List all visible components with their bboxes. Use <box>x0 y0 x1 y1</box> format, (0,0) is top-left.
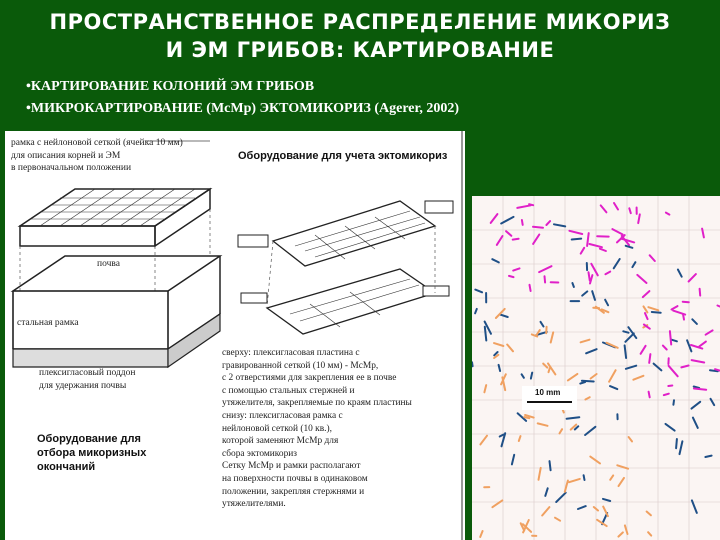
mycorrhiza-fragment <box>580 382 585 384</box>
mycorrhiza-fragment <box>545 276 546 282</box>
mycorrhiza-fragment <box>568 374 578 381</box>
description-line: Сетку McMp и рамки располагают <box>222 461 361 472</box>
mycorrhiza-fragment <box>506 231 511 236</box>
mycorrhiza-fragment <box>549 368 550 372</box>
mycorrhiza-fragment <box>590 457 600 464</box>
mycorrhiza-fragment <box>692 402 701 409</box>
equipment-ecto-heading: Оборудование для учета эктомикориз <box>238 150 448 162</box>
mycorrhiza-fragment <box>480 436 487 445</box>
mycorrhiza-fragment <box>556 493 566 502</box>
mycorrhiza-fragment <box>652 312 661 313</box>
mycorrhiza-fragment <box>496 309 505 318</box>
slide-title <box>0 8 720 64</box>
mycorrhiza-fragment <box>629 208 631 213</box>
mycorrhiza-fragment <box>673 311 685 315</box>
mycorrhiza-fragment <box>584 475 585 480</box>
mycorrhiza-fragment <box>530 285 531 291</box>
mycorrhiza-fragment <box>545 488 547 496</box>
mycorrhiza-fragment <box>680 441 683 454</box>
mycorrhiza-fragment <box>605 272 610 275</box>
mycorrhiza-fragment <box>546 221 550 225</box>
mycorrhiza-fragment <box>513 268 519 270</box>
mycorrhiza-fragment <box>581 248 585 254</box>
mycorrhiza-fragment <box>492 500 502 507</box>
description-line: сбора эктомикориз <box>222 448 297 459</box>
mycorrhiza-fragment <box>692 319 697 324</box>
mycorrhiza-fragment <box>582 381 594 382</box>
mycorrhiza-fragment <box>654 364 662 371</box>
heading-line: Оборудование для <box>37 433 141 445</box>
mycorrhiza-fragment <box>551 332 554 342</box>
mycorrhiza-fragment <box>664 394 669 395</box>
caption-line: для удержания почвы <box>39 380 127 391</box>
plexi-under-label <box>39 367 135 392</box>
mycorrhiza-fragment <box>541 322 544 327</box>
description-line: снизу: плексигласовая рамка с <box>222 410 343 421</box>
mycorrhiza-fragment <box>689 274 696 281</box>
mycorrhiza-fragment <box>663 346 667 350</box>
mycorrhiza-fragment <box>529 204 533 205</box>
mycorrhiza-fragment <box>519 436 521 441</box>
heading-line: отбора микоризных <box>37 447 147 459</box>
description-line: с помощью стальных стержней и <box>222 385 355 396</box>
mycorrhiza-fragment <box>668 386 672 387</box>
title-line-1: ПРОСТРАНСТВЕННОЕ РАСПРЕДЕЛЕНИЕ МИКОРИЗ <box>49 10 671 34</box>
mycorrhiza-fragment <box>539 468 541 480</box>
description-line: положении, закрепляя стержнями и <box>222 486 365 497</box>
mycorrhiza-fragment <box>700 289 701 296</box>
mycorrhiza-fragment <box>491 214 498 223</box>
mycorrhiza-fragment <box>480 531 482 537</box>
mycorrhiza-fragment <box>569 231 582 234</box>
ectomycorrhiza-map <box>472 196 720 540</box>
equipment-mycorrhizal-heading <box>37 432 146 474</box>
mycorrhiza-fragment <box>594 507 598 511</box>
mycorrhiza-fragment <box>666 424 675 431</box>
mycorrhiza-fragment <box>605 300 608 306</box>
mycorrhiza-fragment <box>590 275 592 283</box>
mycorrhiza-fragment <box>542 507 549 515</box>
map-drawing <box>472 196 720 540</box>
mycorrhiza-fragment <box>591 264 598 276</box>
mycorrhiza-fragment <box>575 426 579 429</box>
mycorrhiza-fragment <box>586 349 597 353</box>
steel-frame-label: стальная рамка <box>17 318 79 328</box>
description-line: на поверхности почвы в одинаковом <box>222 473 368 484</box>
mycorrhiza-fragment <box>585 397 589 399</box>
frame-caption <box>11 137 183 175</box>
mycorrhiza-fragment <box>649 354 650 363</box>
mycorrhiza-fragment <box>629 437 632 441</box>
mycorrhiza-fragment <box>497 236 503 245</box>
mycorrhiza-fragment <box>641 346 646 354</box>
mycorrhiza-fragment <box>592 291 595 300</box>
mycorrhiza-fragment <box>666 213 670 215</box>
mycorrhiza-fragment <box>619 478 625 486</box>
description-line: утяжелителя, закрепляемые по краям пластины <box>222 398 412 409</box>
mycorrhiza-fragment <box>618 532 623 536</box>
mycorrhiza-fragment <box>512 455 514 465</box>
mycorrhiza-fragment <box>706 330 713 334</box>
mycorrhiza-fragment <box>578 506 586 509</box>
mycorrhiza-fragment <box>555 518 560 521</box>
mycorrhiza-fragment <box>600 249 606 251</box>
mycorrhiza-fragment <box>637 275 646 283</box>
mycorrhiza-fragment <box>507 345 513 352</box>
mycorrhiza-fragment <box>539 266 551 272</box>
description-line: утяжелителями. <box>222 499 286 510</box>
mycorrhiza-fragment <box>554 224 565 226</box>
heading-line: окончаний <box>37 461 96 473</box>
mycorrhiza-fragment <box>648 307 658 310</box>
scale-label: 10 mm <box>535 388 561 397</box>
mycorrhiza-fragment <box>694 389 706 390</box>
mycorrhiza-fragment <box>650 255 655 261</box>
mycorrhiza-fragment <box>638 214 640 223</box>
mycorrhiza-fragment <box>669 366 678 377</box>
mycorrhiza-fragment <box>693 418 698 428</box>
mycorrhiza-fragment <box>614 259 620 268</box>
mycorrhiza-fragment <box>569 479 580 482</box>
mycorrhiza-fragment <box>572 239 582 240</box>
mycorrhiza-fragment <box>567 417 580 419</box>
mycorrhiza-fragment <box>492 259 499 262</box>
mycorrhiza-fragment <box>670 331 671 344</box>
mycorrhiza-fragment <box>633 376 643 380</box>
description-line: гравированной сеткой (10 мм) - McMp, <box>222 360 379 371</box>
mycorrhiza-fragment <box>601 205 607 212</box>
mycorrhiza-fragment <box>676 439 677 448</box>
mycorrhiza-fragment <box>625 333 633 341</box>
description-line: сверху: плексигласовая пластина с <box>222 348 360 358</box>
mycorrhiza-fragment <box>582 291 587 295</box>
mycorrhiza-fragment <box>524 417 529 418</box>
soil-label: почва <box>97 259 120 269</box>
equipment-figure <box>5 131 465 540</box>
mycorrhiza-fragment <box>472 362 473 366</box>
mycorrhiza-fragment <box>533 227 543 228</box>
mycorrhiza-fragment <box>522 220 523 225</box>
mycorrhiza-fragment <box>625 345 627 358</box>
caption-line: для описания корней и ЭМ <box>11 150 121 161</box>
mycorrhiza-fragment <box>572 283 574 287</box>
mycorrhiza-fragment <box>509 276 514 277</box>
mycorrhiza-fragment <box>475 309 477 313</box>
mycorrhiza-fragment <box>603 499 610 501</box>
mycorrhiza-fragment <box>587 233 589 246</box>
mycorrhiza-fragment <box>671 340 677 342</box>
mycorrhiza-fragment <box>632 262 635 267</box>
mycorrhiza-fragment <box>643 291 650 297</box>
mycorrhiza-fragment <box>609 370 616 382</box>
mycorrhiza-fragment <box>649 392 650 398</box>
bullet-list <box>26 76 459 120</box>
description-line: которой заменяют McMp для <box>222 436 339 447</box>
mycorrhiza-fragment <box>647 512 651 516</box>
title-line-2: И ЭМ ГРИБОВ: КАРТИРОВАНИЕ <box>165 38 555 62</box>
mycorrhiza-fragment <box>692 360 705 362</box>
mycorrhiza-fragment <box>485 327 487 341</box>
caption-line: рамка с нейлоновой сеткой (ячейка 10 мм) <box>11 138 183 148</box>
mycorrhiza-fragment <box>538 423 548 425</box>
mycorrhiza-fragment <box>699 342 706 347</box>
bullet-item: • КАРТИРОВАНИЕ КОЛОНИЙ ЭМ ГРИБОВ <box>26 76 459 98</box>
mycorrhiza-fragment <box>683 302 689 303</box>
mycorrhiza-fragment <box>705 456 711 457</box>
mycorrhiza-fragment <box>678 270 682 277</box>
caption-line: в первоначальном положении <box>11 163 132 173</box>
mycorrhiza-fragment <box>513 239 519 240</box>
mycorrhiza-fragment <box>610 475 613 479</box>
mycorrhiza-fragment <box>644 306 648 312</box>
mycorrhiza-fragment <box>484 385 486 392</box>
equipment-description <box>222 347 412 511</box>
caption-line: плексигласовый поддон <box>39 368 136 378</box>
mycorrhiza-fragment <box>648 532 651 535</box>
mycorrhiza-fragment <box>494 343 503 346</box>
mycorrhiza-fragment <box>522 374 524 378</box>
mycorrhiza-fragment <box>500 314 508 317</box>
mycorrhiza-fragment <box>591 374 597 379</box>
mycorrhiza-fragment <box>589 272 590 280</box>
mycorrhiza-fragment <box>543 364 547 368</box>
bullet-item: • МИКРОКАРТИРОВАНИЕ (McMp) ЭКТОМИКОРИЗ (Agerer, 2002) <box>26 98 459 120</box>
mycorrhiza-fragment <box>623 331 628 332</box>
mycorrhiza-fragment <box>645 313 648 319</box>
mycorrhiza-fragment <box>550 461 551 470</box>
mycorrhiza-fragment <box>672 306 678 309</box>
mycorrhiza-fragment <box>581 340 590 343</box>
mycorrhiza-fragment <box>560 429 563 433</box>
mycorrhiza-fragment <box>517 205 531 208</box>
mycorrhiza-fragment <box>614 203 618 210</box>
mycorrhiza-fragment <box>673 400 674 405</box>
mycorrhiza-fragment <box>531 373 532 379</box>
description-line: с 2 отверстиями для закрепления ее в почве <box>222 373 397 384</box>
description-line: нейлоновой сеткой (10 кв.), <box>222 423 332 434</box>
mycorrhiza-fragment <box>475 290 482 293</box>
mycorrhiza-fragment <box>610 386 617 389</box>
